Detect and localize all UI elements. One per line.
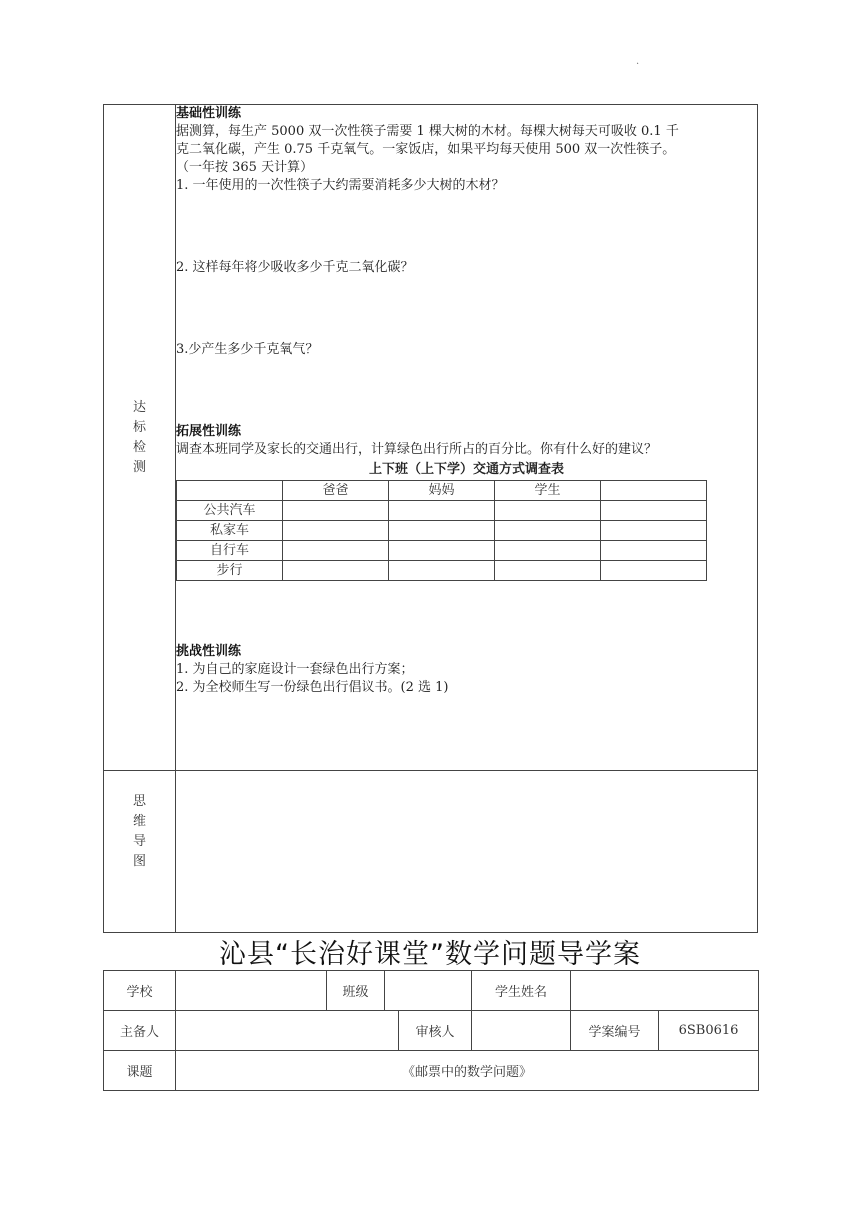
survey-row-label: 私家车 xyxy=(177,521,283,541)
basic-intro-line: 克二氧化碳，产生 0.75 千克氧气。一家饭店，如果平均每天使用 500 双一次性筷子。 xyxy=(176,142,676,157)
label-char: 导 xyxy=(132,834,146,849)
survey-row-label: 步行 xyxy=(177,561,283,581)
student-name-label: 学生姓名 xyxy=(472,971,571,1011)
survey-header-cell: 爸爸 xyxy=(283,481,389,501)
student-name-field[interactable] xyxy=(571,971,759,1011)
case-no-label: 学案编号 xyxy=(571,1011,659,1051)
info-row-school xyxy=(104,971,759,1011)
info-table xyxy=(103,970,759,1091)
dabiao-content xyxy=(176,105,758,771)
dabiao-label xyxy=(104,398,175,478)
basic-heading: 基础性训练 xyxy=(176,106,242,121)
basic-intro-line: 据测算，每生产 5000 双一次性筷子需要 1 棵大树的木材。每棵大树每天可吸收 0.1 千 xyxy=(176,124,679,139)
school-field[interactable] xyxy=(176,971,327,1011)
survey-header-cell xyxy=(601,481,707,501)
label-char: 达 xyxy=(132,399,146,415)
survey-cell[interactable] xyxy=(389,501,495,521)
siwei-label-cell xyxy=(104,771,176,933)
label-char: 测 xyxy=(132,459,146,475)
survey-cell[interactable] xyxy=(389,561,495,581)
label-char: 维 xyxy=(132,814,146,829)
survey-cell[interactable] xyxy=(601,541,707,561)
topic-value: 《邮票中的数学问题》 xyxy=(176,1051,759,1091)
survey-row xyxy=(177,521,707,541)
survey-table-title: 上下班（上下学）交通方式调查表 xyxy=(368,462,564,477)
reviewer-field[interactable] xyxy=(472,1011,571,1051)
survey-cell[interactable] xyxy=(495,541,601,561)
survey-cell[interactable] xyxy=(495,561,601,581)
class-label: 班级 xyxy=(327,971,385,1011)
survey-row-label: 自行车 xyxy=(177,541,283,561)
survey-header-cell xyxy=(177,481,283,501)
preparer-field[interactable] xyxy=(176,1011,399,1051)
survey-cell[interactable] xyxy=(495,501,601,521)
survey-header-cell: 妈妈 xyxy=(389,481,495,501)
answer-space xyxy=(176,359,757,423)
challenge-heading: 挑战性训练 xyxy=(176,644,242,659)
survey-cell[interactable] xyxy=(495,521,601,541)
challenge-item: 1. 为自己的家庭设计一套绿色出行方案； xyxy=(176,662,414,677)
mind-map-area[interactable] xyxy=(176,771,758,933)
challenge-item: 2. 为全校师生写一份绿色出行倡议书。(2 选 1) xyxy=(176,680,449,695)
survey-cell[interactable] xyxy=(389,521,495,541)
label-char: 检 xyxy=(132,439,146,455)
label-char: 思 xyxy=(132,794,146,809)
survey-row xyxy=(177,501,707,521)
survey-cell[interactable] xyxy=(283,541,389,561)
case-no-value: 6SB0616 xyxy=(659,1011,759,1051)
survey-header-row xyxy=(177,481,707,501)
question-3: 3.少产生多少千克氧气？ xyxy=(176,342,319,357)
extend-heading: 拓展性训练 xyxy=(176,424,242,439)
survey-cell[interactable] xyxy=(283,501,389,521)
preparer-label: 主备人 xyxy=(104,1011,176,1051)
answer-space xyxy=(176,277,757,341)
dabiao-label-cell xyxy=(104,105,176,771)
survey-cell[interactable] xyxy=(601,561,707,581)
survey-cell[interactable] xyxy=(283,561,389,581)
topic-label: 课题 xyxy=(104,1051,176,1091)
question-1: 1. 一年使用的一次性筷子大约需要消耗多少大树的木材？ xyxy=(176,178,505,193)
document-title: 沁县“长治好课堂”数学问题导学案 xyxy=(219,939,641,970)
school-label: 学校 xyxy=(104,971,176,1011)
survey-table xyxy=(176,480,707,581)
basic-intro-line: （一年按 365 天计算） xyxy=(176,160,314,175)
exercise-frame xyxy=(103,104,758,933)
label-char: 图 xyxy=(132,854,146,869)
survey-row-label: 公共汽车 xyxy=(177,501,283,521)
question-2: 2. 这样每年将少吸收多少千克二氧化碳？ xyxy=(176,260,414,275)
extend-text: 调查本班同学及家长的交通出行，计算绿色出行所占的百分比。你有什么好的建议？ xyxy=(176,442,658,457)
survey-cell[interactable] xyxy=(283,521,389,541)
top-mark: . xyxy=(636,56,640,67)
label-char: 标 xyxy=(132,419,146,435)
answer-space xyxy=(176,581,757,643)
survey-row xyxy=(177,541,707,561)
survey-cell[interactable] xyxy=(601,521,707,541)
reviewer-label: 审核人 xyxy=(399,1011,472,1051)
survey-header-cell: 学生 xyxy=(495,481,601,501)
siwei-label xyxy=(104,771,175,872)
info-row-topic xyxy=(104,1051,759,1091)
info-row-preparer xyxy=(104,1011,759,1051)
survey-cell[interactable] xyxy=(389,541,495,561)
survey-cell[interactable] xyxy=(601,501,707,521)
survey-row xyxy=(177,561,707,581)
class-field[interactable] xyxy=(385,971,472,1011)
answer-space xyxy=(176,195,757,259)
